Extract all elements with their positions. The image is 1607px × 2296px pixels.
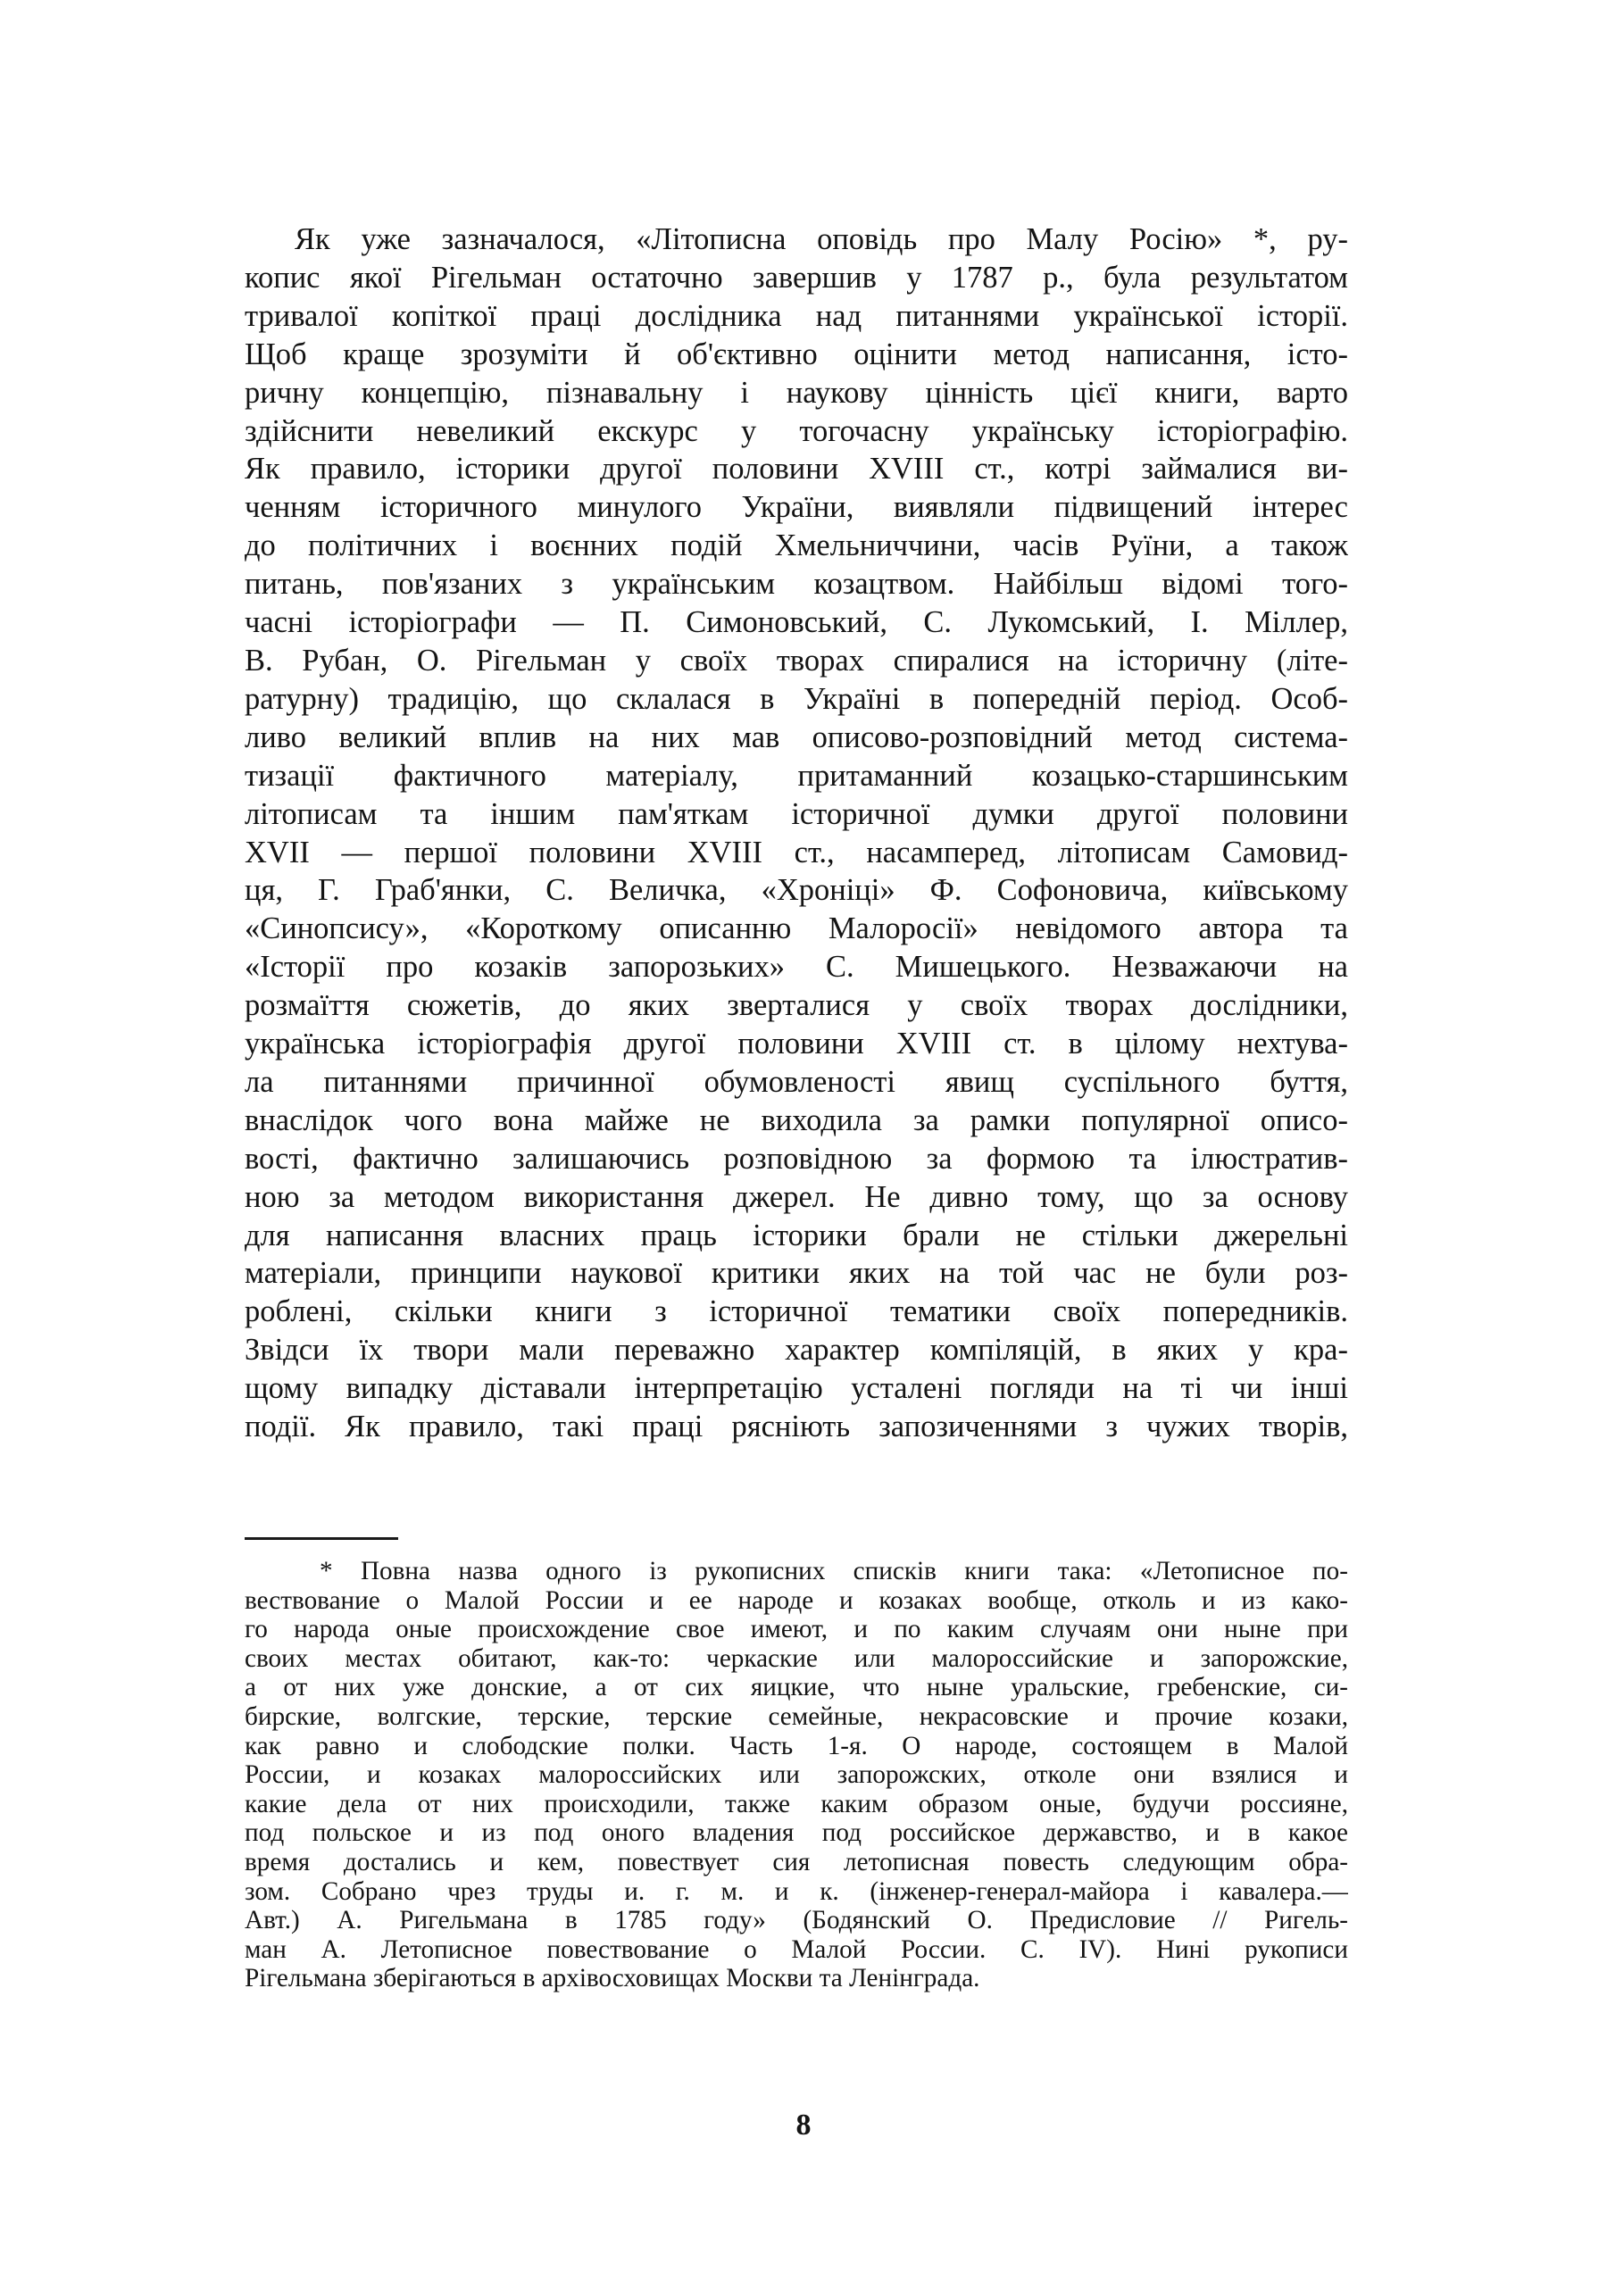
footnote <box>245 1557 1348 1993</box>
text-line: роблені, скільки книги з історичної тематики своїх попередників. <box>245 1294 1348 1329</box>
text-line: XVII — першої половини XVIII ст., насамперед, літописам Самовид- <box>245 835 1348 869</box>
text-line: ною за методом використання джерел. Не дивно тому, що за основу <box>245 1179 1348 1214</box>
text-line: ченням історичного минулого України, виявляли підвищений інтерес <box>245 490 1348 525</box>
text-line: Як уже зазначалося, «Літописна оповідь про Малу Росію» *, ру- <box>295 222 1348 256</box>
text-line: тизації фактичного матеріалу, притаманний козацько-старшинським <box>245 758 1348 793</box>
footnote-line: под польское и из под оного владения под российское державство, и в какое <box>245 1818 1348 1848</box>
text-line: внаслідок чого вона майже не виходила за рамки популярної описо- <box>245 1102 1348 1137</box>
footnote-line: вествование о Малой России и ее народе и козаках вообще, отколь и из како- <box>245 1585 1348 1615</box>
text-line: часні історіографи — П. Симоновський, С. Лукомський, І. Міллер, <box>245 605 1348 640</box>
text-line: «Історії про козаків запорозьких» С. Мишецького. Незважаючи на <box>245 950 1348 985</box>
footnote-line: время достались и кем, повествует сия летописная повесть следующим обра- <box>245 1847 1348 1876</box>
text-line: Щоб краще зрозуміти й об'єктивно оцінити метод написання, істо- <box>245 337 1348 371</box>
text-line: для написання власних праць історики брали не стільки джерельні <box>245 1218 1348 1252</box>
text-line: українська історіографія другої половини XVIII ст. в цілому нехтува- <box>245 1027 1348 1061</box>
footnote-line: го народа оные происхождение свое имеют, и по каким случаям они ныне при <box>245 1615 1348 1644</box>
text-line: Звідси їх твори мали переважно характер компіляцій, в яких у кра- <box>245 1333 1348 1368</box>
footnote-line: Рігельмана зберігаються в архівосховищах Москви та Ленінграда. <box>245 1964 980 1993</box>
text-line: щому випадку діставали інтерпретацію усталені погляди на ті чи інші <box>245 1371 1348 1406</box>
footnote-line: какие дела от них происходили, также каким образом оные, будучи россияне, <box>245 1789 1348 1818</box>
text-line: копис якої Рігельман остаточно завершив у 1787 р., була результатом <box>245 260 1348 295</box>
footnote-divider <box>245 1537 398 1540</box>
text-line: здійснити невеликий екскурс у тогочасну українську історіографію. <box>245 413 1348 448</box>
text-line: літописам та іншим пам'яткам історичної думки другої половини <box>245 796 1348 831</box>
footnote-line: бирские, волгские, терские, терские семейные, некрасовские и прочие козаки, <box>245 1701 1348 1731</box>
text-line: ла питаннями причинної обумовленості явищ суспільного буття, <box>245 1064 1348 1099</box>
text-line: розмаїття сюжетів, до яких зверталися у своїх творах дослідники, <box>245 988 1348 1023</box>
footnote-line: * Повна назва одного із рукописних списків книги така: «Летописное по- <box>320 1557 1348 1585</box>
footnote-line: а от них уже донские, а от сих яицкие, что ныне уральские, гребенские, си- <box>245 1673 1348 1702</box>
footnote-line: Авт.) А. Ригельмана в 1785 году» (Бодянский О. Предисловие // Ригель- <box>245 1906 1348 1935</box>
text-line: питань, пов'язаних з українським козацтвом. Найбільш відомі того- <box>245 567 1348 602</box>
text-line: до політичних і воєнних подій Хмельниччини, часів Руїни, а також <box>245 528 1348 563</box>
text-line: Як правило, історики другої половини XVIII ст., котрі займалися ви- <box>245 452 1348 487</box>
text-line: ратурну) традицію, що склалася в Україні в попередній період. Особ- <box>245 681 1348 716</box>
text-line: В. Рубан, О. Рігельман у своїх творах спиралися на історичну (літе- <box>245 643 1348 678</box>
main-text <box>245 220 1348 1446</box>
footnote-line: своих местах обитают, как-то: черкаские или малороссийские и запорожские, <box>245 1643 1348 1673</box>
footnote-line: России, и козаках малороссийских или запорожских, отколе они взялися и <box>245 1760 1348 1790</box>
text-line: «Синопсису», «Короткому описанню Малоросії» невідомого автора та <box>245 911 1348 946</box>
page-number: 8 <box>795 2109 812 2142</box>
text-line: ричну концепцію, пізнавальну і наукову цінність цієї книги, варто <box>245 375 1348 410</box>
text-line: матеріали, принципи наукової критики яких на той час не були роз- <box>245 1256 1348 1291</box>
text-line: події. Як правило, такі праці рясніють запозиченнями з чужих творів, <box>245 1410 1348 1444</box>
text-line: ливо великий вплив на них мав описово-розповідний метод система- <box>245 720 1348 754</box>
text-line: вості, фактично залишаючись розповідною за формою та ілюстратив- <box>245 1141 1348 1176</box>
text-line: ця, Г. Граб'янки, С. Величка, «Хроніці» Ф. Софоновича, київському <box>245 873 1348 908</box>
footnote-line: зом. Собрано чрез труды и. г. м. и к. (інженер-генерал-майора і кавалера.— <box>245 1876 1348 1906</box>
text-line: тривалої копіткої праці дослідника над питаннями української історії. <box>245 298 1348 333</box>
footnote-line: как равно и слободские полки. Часть 1-я. О народе, состоящем в Малой <box>245 1731 1348 1760</box>
footnote-line: ман А. Летописное повествование о Малой России. С. IV). Нині рукописи <box>245 1934 1348 1964</box>
